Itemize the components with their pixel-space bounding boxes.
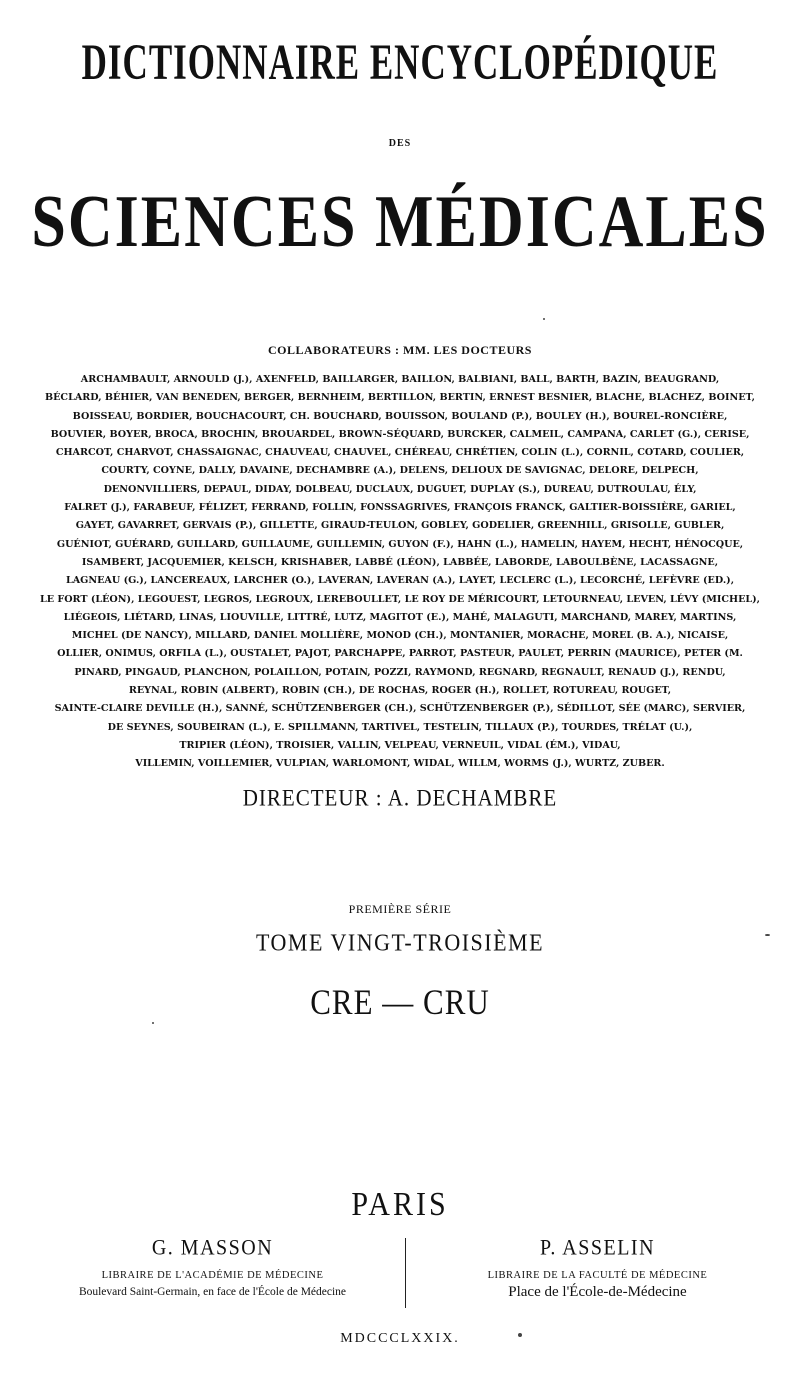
collaborators-line: BÉCLARD, BÉHIER, VAN BENEDEN, BERGER, BERNHEIM, BERTILLON, BERTIN, ERNEST BESNIER, BLACHE, BLACHEZ, BOINET, bbox=[45, 392, 755, 404]
collaborators-line: VILLEMIN, VOILLEMIER, VULPIAN, WARLOMONT, WIDAL, WILLM, WORMS (J.), WURTZ, ZUBER. bbox=[135, 758, 665, 770]
collaborators-line: PINARD, PINGAUD, PLANCHON, POLAILLON, POTAIN, POZZI, RAYMOND, REGNARD, REGNAULT, RENAUD (J.), RENDU, bbox=[74, 666, 726, 678]
collaborators-line: COURTY, COYNE, DALLY, DAVAINE, DECHAMBRE (A.), DELENS, DELIOUX DE SAVIGNAC, DELORE, DELPECH, bbox=[101, 465, 699, 477]
alphabetical-range: CRE — CRU bbox=[310, 982, 490, 1023]
publisher-right-address: Place de l'École-de-Médecine bbox=[508, 1284, 687, 1300]
publisher-left bbox=[20, 1236, 405, 1298]
print-speck bbox=[518, 1333, 522, 1337]
collaborators-line: BOISSEAU, BORDIER, BOUCHACOURT, CH. BOUCHARD, BOUISSON, BOULAND (P.), BOULEY (H.), BOUREL-RONCIÈRE, bbox=[72, 410, 728, 422]
publisher-left-role: LIBRAIRE DE L'ACADÉMIE DE MÉDECINE bbox=[101, 1270, 324, 1281]
collaborators-line: DE SEYNES, SOUBEIRAN (L.), E. SPILLMANN, TARTIVEL, TESTELIN, TILLAUX (P.), TOURDES, TRÉLAT (U.), bbox=[107, 721, 693, 733]
title-main: SCIENCES MÉDICALES bbox=[31, 181, 769, 263]
director: DIRECTEUR : A. DECHAMBRE bbox=[242, 784, 558, 811]
publisher-right bbox=[405, 1236, 790, 1301]
collaborators-line: OLLIER, ONIMUS, ORFILA (L.), OUSTALET, PAJOT, PARCHAPPE, PARROT, PASTEUR, PAULET, PERRIN (MAURICE), PETER (M. bbox=[57, 648, 743, 660]
collaborators-line: SAINTE-CLAIRE DEVILLE (H.), SANNÉ, SCHÜTZENBERGER (CH.), SCHÜTZENBERGER (P.), SÉDILLOT, SÉE (MARC), SERVIER, bbox=[54, 703, 746, 715]
tome-label: TOME VINGT-TROISIÈME bbox=[255, 928, 545, 956]
print-speck bbox=[152, 1022, 154, 1024]
publisher-right-name: P. ASSELIN bbox=[539, 1236, 656, 1261]
collaborators-line: LAGNEAU (G.), LANCEREAUX, LARCHER (O.), LAVERAN, LAVERAN (A.), LAYET, LECLERC (L.), LECORCHÉ, LEFÈVRE (ED.), bbox=[65, 575, 735, 587]
collaborators-line: FALRET (J.), FARABEUF, FÉLIZET, FERRAND, FOLLIN, FONSSAGRIVES, FRANÇOIS FRANCK, GALTIER-BOISSIÈRE, GARIEL, bbox=[64, 502, 736, 514]
imprint-city: PARIS bbox=[351, 1186, 449, 1223]
collaborators-heading: COLLABORATEURS : MM. LES DOCTEURS bbox=[268, 343, 532, 357]
publisher-left-address: Boulevard Saint-Germain, en face de l'École de Médecine bbox=[78, 1286, 347, 1298]
title-top: DICTIONNAIRE ENCYCLOPÉDIQUE bbox=[81, 34, 719, 91]
collaborators-list bbox=[30, 371, 770, 774]
collaborators-line: TRIPIER (LÉON), TROISIER, VALLIN, VELPEAU, VERNEUIL, VIDAL (ÉM.), VIDAU, bbox=[179, 739, 621, 751]
publisher-left-name: G. MASSON bbox=[151, 1236, 274, 1261]
publication-year: MDCCCLXXIX. bbox=[340, 1331, 460, 1346]
collaborators-line: GUÉNIOT, GUÉRARD, GUILLARD, GUILLAUME, GUILLEMIN, GUYON (F.), HAHN (L.), HAMELIN, HAYEM, HECHT, HÉNOCQUE, bbox=[56, 538, 744, 550]
collaborators-line: REYNAL, ROBIN (ALBERT), ROBIN (CH.), DE ROCHAS, ROGER (H.), ROLLET, ROTUREAU, ROUGET, bbox=[128, 685, 672, 697]
collaborators-line: CHARCOT, CHARVOT, CHASSAIGNAC, CHAUVEAU, CHAUVEL, CHÉREAU, CHRÉTIEN, COLIN (L.), CORNIL, COTARD, COULIER, bbox=[55, 447, 745, 459]
collaborators-line: BOUVIER, BOYER, BROCA, BROCHIN, BROUARDEL, BROWN-SÉQUARD, BURCKER, CALMEIL, CAMPANA, CARLET (G.), CERISE, bbox=[50, 428, 750, 440]
print-speck bbox=[765, 934, 770, 936]
series-label: PREMIÈRE SÉRIE bbox=[348, 902, 452, 916]
collaborators-line: LE FORT (LÉON), LEGOUEST, LEGROS, LEGROUX, LEREBOULLET, LE ROY DE MÉRICOURT, LETOURNEAU, LEVEN, LÉVY (MICHEL), bbox=[39, 593, 761, 605]
publisher-right-role: LIBRAIRE DE LA FACULTÉ DE MÉDECINE bbox=[487, 1270, 708, 1281]
collaborators-line: MICHEL (DE NANCY), MILLARD, DANIEL MOLLIÈRE, MONOD (CH.), MONTANIER, MORACHE, MOREL (B. A.), NICAISE, bbox=[71, 630, 729, 642]
collaborators-line: LIÉGEOIS, LIÉTARD, LINAS, LIOUVILLE, LITTRÉ, LUTZ, MAGITOT (E.), MAHÉ, MALAGUTI, MARCHAND, MAREY, MARTINS, bbox=[63, 611, 737, 623]
collaborators-line: GAYET, GAVARRET, GERVAIS (P.), GILLETTE, GIRAUD-TEULON, GOBLEY, GODELIER, GREENHILL, GRISOLLE, GUBLER, bbox=[75, 520, 725, 532]
title-connector: DES bbox=[388, 138, 412, 149]
print-speck bbox=[543, 318, 545, 320]
collaborators-line: DENONVILLIERS, DEPAUL, DIDAY, DOLBEAU, DUCLAUX, DUGUET, DUPLAY (S.), DUREAU, DUTROULAU, ÉLY, bbox=[103, 483, 697, 495]
collaborators-line: ISAMBERT, JACQUEMIER, KELSCH, KRISHABER, LABBÉ (LÉON), LABBÉE, LABORDE, LABOULBÈNE, LACASSAGNE, bbox=[81, 556, 719, 568]
collaborators-line: ARCHAMBAULT, ARNOULD (J.), AXENFELD, BAILLARGER, BAILLON, BALBIANI, BALL, BARTH, BAZIN, BEAUGRAND, bbox=[80, 374, 720, 385]
